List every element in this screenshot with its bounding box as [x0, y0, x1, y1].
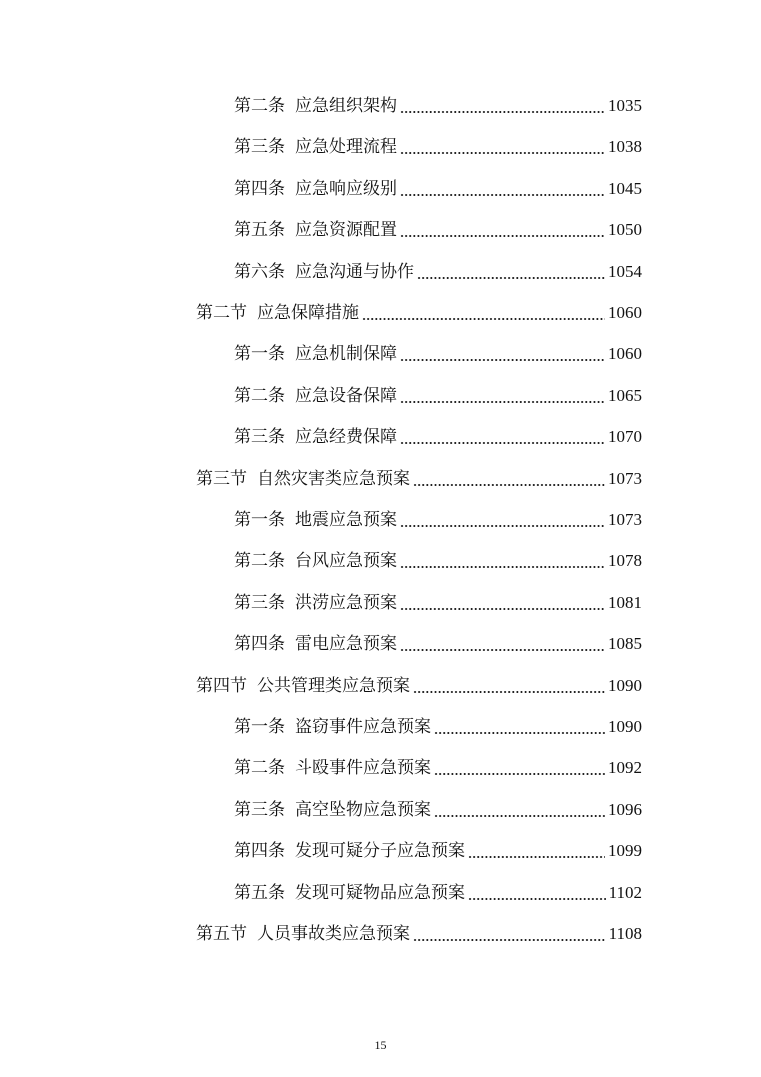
toc-section-entry[interactable] [196, 464, 642, 494]
dot-leader [434, 773, 605, 775]
toc-entry-number: 第一条 [234, 510, 285, 530]
toc-entry-number: 第二条 [234, 386, 285, 406]
toc-entry-number: 第五条 [234, 883, 285, 903]
toc-entry-number: 第五节 [196, 924, 247, 944]
toc-entry-page: 1073 [608, 510, 642, 529]
toc-entry-title: 公共管理类应急预案 [257, 676, 410, 696]
toc-entry-page: 1085 [608, 634, 642, 653]
toc-entry-page: 1050 [608, 220, 642, 239]
toc-article-entry[interactable] [234, 257, 642, 287]
dot-leader [400, 649, 605, 651]
toc-entry-number: 第二节 [196, 303, 247, 323]
dot-leader [400, 566, 605, 568]
toc-entry-title: 应急经费保障 [295, 427, 397, 447]
toc-entry-title: 盗窃事件应急预案 [295, 717, 431, 737]
dot-leader [434, 815, 605, 817]
toc-entry-number: 第二条 [234, 551, 285, 571]
toc-article-entry[interactable] [234, 795, 642, 825]
toc-entry-number: 第五条 [234, 220, 285, 240]
toc-entry-page: 1108 [608, 924, 642, 943]
dot-leader [400, 608, 605, 610]
toc-entry-number: 第四条 [234, 841, 285, 861]
dot-leader [400, 194, 605, 196]
toc-entry-page: 1078 [608, 551, 642, 570]
toc-section-entry[interactable] [196, 919, 642, 949]
toc-entry-title: 斗殴事件应急预案 [295, 758, 431, 778]
toc-entry-number: 第四节 [196, 676, 247, 696]
toc-article-entry[interactable] [234, 712, 642, 742]
toc-article-entry[interactable] [234, 505, 642, 535]
dot-leader [400, 359, 605, 361]
toc-entry-number: 第二条 [234, 758, 285, 778]
dot-leader [362, 318, 605, 320]
toc-article-entry[interactable] [234, 546, 642, 576]
toc-entry-number: 第三条 [234, 427, 285, 447]
toc-entry-page: 1035 [608, 96, 642, 115]
toc-entry-number: 第三条 [234, 137, 285, 157]
toc-entry-title: 高空坠物应急预案 [295, 800, 431, 820]
toc-section-entry[interactable] [196, 298, 642, 328]
toc-entry-page: 1060 [608, 344, 642, 363]
toc-entry-title: 应急响应级别 [295, 179, 397, 199]
toc-entry-title: 发现可疑分子应急预案 [295, 841, 465, 861]
toc-entry-page: 1065 [608, 386, 642, 405]
toc-article-entry[interactable] [234, 339, 642, 369]
toc-entry-title: 应急设备保障 [295, 386, 397, 406]
toc-article-entry[interactable] [234, 215, 642, 245]
toc-article-entry[interactable] [234, 588, 642, 618]
toc-entry-page: 1054 [608, 262, 642, 281]
toc-article-entry[interactable] [234, 753, 642, 783]
dot-leader [400, 111, 605, 113]
toc-entry-page: 1038 [608, 137, 642, 156]
toc-entry-page: 1090 [608, 717, 642, 736]
toc-entry-page: 1081 [608, 593, 642, 612]
dot-leader [400, 525, 605, 527]
toc-entry-title: 发现可疑物品应急预案 [295, 883, 465, 903]
toc-entry-number: 第一条 [234, 344, 285, 364]
dot-leader [413, 691, 605, 693]
toc-section-entry[interactable] [196, 671, 642, 701]
toc-article-entry[interactable] [234, 91, 642, 121]
dot-leader [417, 277, 605, 279]
toc-entry-title: 地震应急预案 [295, 510, 397, 530]
dot-leader [400, 442, 605, 444]
toc-article-entry[interactable] [234, 629, 642, 659]
toc-entry-page: 1102 [608, 883, 642, 902]
dot-leader [400, 235, 605, 237]
toc-entry-title: 应急处理流程 [295, 137, 397, 157]
toc-entry-page: 1096 [608, 800, 642, 819]
toc-entry-number: 第二条 [234, 96, 285, 116]
toc-entry-title: 雷电应急预案 [295, 634, 397, 654]
toc-entry-title: 应急保障措施 [257, 303, 359, 323]
dot-leader [413, 939, 606, 941]
toc-entry-title: 应急组织架构 [295, 96, 397, 116]
toc-entry-number: 第六条 [234, 262, 285, 282]
toc-article-entry[interactable] [234, 381, 642, 411]
toc-article-entry[interactable] [234, 836, 642, 866]
dot-leader [468, 856, 605, 858]
dot-leader [434, 732, 605, 734]
toc-entry-number: 第四条 [234, 634, 285, 654]
toc-entry-number: 第四条 [234, 179, 285, 199]
toc-entry-title: 人员事故类应急预案 [257, 924, 410, 944]
toc-article-entry[interactable] [234, 878, 642, 908]
toc-entry-title: 自然灾害类应急预案 [257, 469, 410, 489]
toc-entry-number: 第三条 [234, 800, 285, 820]
dot-leader [468, 898, 606, 900]
toc-entry-number: 第三条 [234, 593, 285, 613]
toc-entry-title: 台风应急预案 [295, 551, 397, 571]
dot-leader [413, 484, 605, 486]
toc-entry-page: 1090 [608, 676, 642, 695]
toc-entry-page: 1099 [608, 841, 642, 860]
toc-entry-page: 1070 [608, 427, 642, 446]
toc-entry-title: 应急机制保障 [295, 344, 397, 364]
toc-article-entry[interactable] [234, 174, 642, 204]
dot-leader [400, 401, 605, 403]
toc-entry-page: 1060 [608, 303, 642, 322]
toc-entry-page: 1045 [608, 179, 642, 198]
toc-entry-title: 洪涝应急预案 [295, 593, 397, 613]
dot-leader [400, 152, 605, 154]
page-number: 15 [374, 1038, 387, 1052]
toc-entry-title: 应急沟通与协作 [295, 262, 414, 282]
toc-entry-number: 第三节 [196, 469, 247, 489]
toc-entry-page: 1073 [608, 469, 642, 488]
toc-entry-title: 应急资源配置 [295, 220, 397, 240]
toc-article-entry[interactable] [234, 422, 642, 452]
toc-entry-number: 第一条 [234, 717, 285, 737]
toc-article-entry[interactable] [234, 132, 642, 162]
toc-entry-page: 1092 [608, 758, 642, 777]
